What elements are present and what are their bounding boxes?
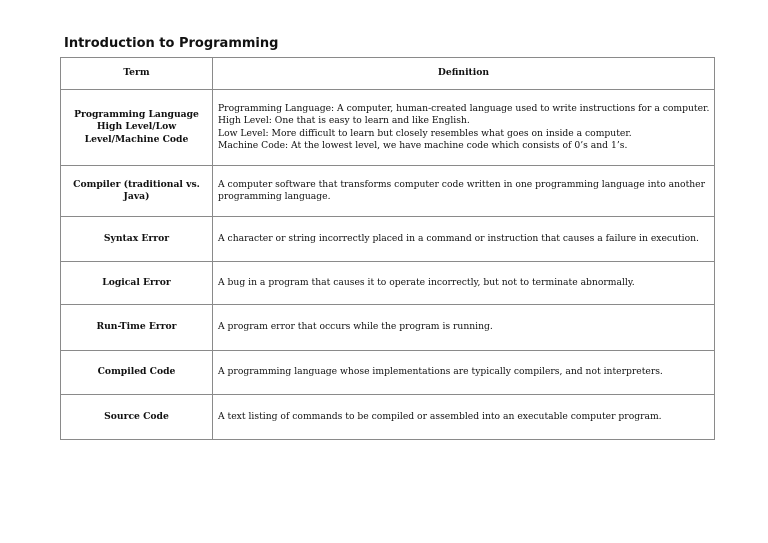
term-cell: Logical Error [61, 262, 213, 305]
table-row [61, 351, 715, 395]
term-cell: Run-Time Error [61, 305, 213, 351]
definition-line: High Level: One that is easy to learn and like English. [218, 115, 470, 126]
table-row [61, 90, 715, 166]
table-row [61, 217, 715, 262]
table-row [61, 395, 715, 440]
definition-cell: A computer software that transforms computer code written in one programming language into another programming language. [213, 166, 715, 217]
definition-line: Programming Language: A computer, human-created language used to write instructions for a computer. [218, 102, 710, 114]
definition-cell: A text listing of commands to be compiled or assembled into an executable computer program. [213, 395, 715, 440]
page-title: Introduction to Programming [64, 36, 279, 51]
table-header-row [61, 58, 715, 90]
definition-cell: A program error that occurs while the program is running. [213, 305, 715, 351]
term-column-header: Term [61, 58, 213, 90]
table-row [61, 166, 715, 217]
term-text: Programming Language High Level/Low Level/Machine Code [74, 108, 199, 145]
definition-line: Low Level: More difficult to learn but closely resembles what goes on inside a computer. [218, 127, 632, 139]
term-cell [61, 166, 213, 217]
term-cell: Compiled Code [61, 351, 213, 395]
term-text: Compiler (traditional vs. Java) [73, 178, 200, 202]
definition-cell: A programming language whose implementations are typically compilers, and not interpreters. [213, 351, 715, 395]
term-cell: Source Code [61, 395, 213, 440]
definition-line: Machine Code: At the lowest level, we have machine code which consists of 0’s and 1’s. [218, 140, 628, 151]
term-cell [61, 90, 213, 166]
glossary-table [60, 57, 715, 440]
table-row [61, 305, 715, 351]
definition-cell: A bug in a program that causes it to operate incorrectly, but not to terminate abnormally. [213, 262, 715, 305]
table-row [61, 262, 715, 305]
definition-column-header: Definition [213, 58, 715, 90]
definition-cell: A character or string incorrectly placed in a command or instruction that causes a failure in execution. [213, 217, 715, 262]
term-cell: Syntax Error [61, 217, 213, 262]
definition-cell [213, 90, 715, 166]
